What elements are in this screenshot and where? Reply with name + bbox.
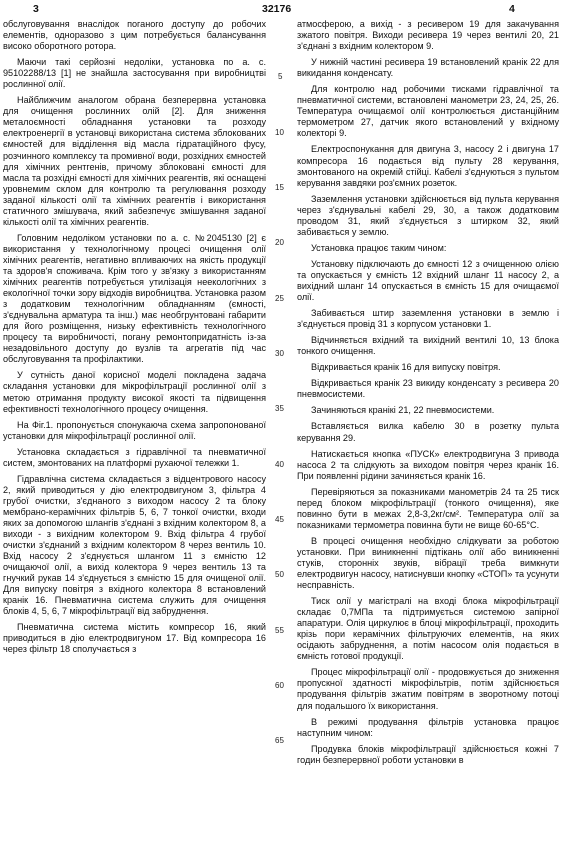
left-page-number: 3 [33,3,39,15]
line-number: 30 [275,349,284,358]
paragraph: обслуговування внаслідок поганого доступу до робочих елементів, одноразово з цим потребується балансування високо оборотного ротора. [3,19,266,52]
paragraph: Продувка блоків мікрофільтрації здійснюється кожні 7 годин безперервної роботи установки в [297,743,559,765]
patent-number: 32176 [262,3,292,15]
paragraph: Гідравлічна система складається з відцентрового насосу 2, який приводиться у дію електродвигуном 3, фільтра 4 грубої очистки, з'єднаного з виходом насосу 2 та блоку мембрано-керамічних фільтрів 5, 6, 7 тонкої очистки, входи яких за допомогою шлангів з'єднані з вхідним колектором 8, а виходи - з вихідним колектором 9. Вхід фільтра 4 грубої очистки з'єднаний з вхідним колектором 8 через вентиль 10. Вхід насосу 2 з'єднується шлангом 11 з ємністю 12 очищаючої олії, а вихід колектора 9 через вентиль 13 та гнучкий рукав 14 з'єднується з ємністю 15 для очищеної олії. Для випуску повітря з вхідного колектора 8 встановлений кранік 16. Пневматична система служить для очищення блоків 4, 5, 6, 7 мікрофільтрації від забруднення. [3,473,266,617]
line-number: 45 [275,515,284,524]
paragraph: На Фіг.1. пропонується спонукаюча схема запропонованої установки для мікрофільтрації рослинної олії. [3,419,266,441]
paragraph: Установку підключають до ємності 12 з очищенною олією та опускається у ємність 12 вхідний шланг 11 насосу 2, а вихідний шланг 14 опускається в ємність 15 для очищаємої олії. [297,258,559,303]
paragraph: Для контролю над робочими тисками гідравлічної та пневматичної системи, встановлені манометри 23, 24, 25, 26. Температура очищаємої олії контролюється дистанційним термометром 27, датчик якого встановлений у вхідному колекторі 9. [297,84,559,139]
paragraph: Відкривається кранік 23 викиду конденсату з ресивера 20 пневмосистеми. [297,378,559,400]
line-number: 5 [278,72,283,81]
paragraph: Найближчим аналогом обрана безперервна установка для очищення рослинних олій [2]. Для зниження металоємності обладнання установки та розходу електроенергії в установці використана система зблокованих ємностей для відділення від масла гідратаційного фусу, розчинного комплексу та промивної води, розхідних ємностей для хімічних рентгенів, причому зблоковані ємності для масла та розхідні ємності для хімічних реагентів, які оснащені уровнемим склом для контролю та регулювання розходу заданої кількості олії та хімічних реагентів і використання статичного змішувача, який забезпечує змішування заданої кількості олії та хімічних реагентів. [3,95,266,227]
line-number: 20 [275,238,284,247]
left-text-column [3,19,266,857]
paragraph: В режимі продування фільтрів установка працює наступним чином: [297,716,559,738]
paragraph: Відкривається кранік 16 для випуску повітря. [311,362,501,373]
paragraph: Головним недоліком установки по а. с. №2045130 [2] є використання у технологічному процесі очищення олії хімічних реагентів, негативно впливаючих на якість продукції та здоров'я споживача. Крім того у зв'язку з використанням хімічних реагентів потребується утилізація неекологічних з екологічної точки зору відходів виробництва. Установка разом з додатковим технологічним обладнанням (ємності, з'єднувальна арматура та інш.) має необгрунтовані габарити для його розміщення, низьку ефективність технологічного процесу та виробничості, погану ремонтопридатність із-за незадовільного доступу до вузлів та агрегатів під час обслуговування та профілактики. [3,232,266,365]
paragraph: В процесі очищення необхідно слідкувати за роботою установки. При виникненні підтікань олії або виникненні стуків, сторонніх звуків, вібрації треба вимкнути електродвигун насосу, натиснувши кнопку «СТОП» та усунути несправність. [297,535,559,591]
paragraph: Процес мікрофільтрації олії - продовжується до зниження пропускної здатності мікрофільтрів, потім здійснюється продування фільтрів зжатим повітрям в зворотному потоці для подальшого їх використання. [297,667,559,711]
paragraph: Зачиняються кранікі 21, 22 пневмосистеми. [311,405,495,416]
line-number: 35 [275,404,284,413]
line-number: 15 [275,183,284,192]
line-number: 65 [275,736,284,745]
paragraph: Маючи такі серйозні недоліки, установка по а. с. 95102288/13 [1] не знайшла застосування при виробництві рослинної олії. [3,57,266,90]
right-text-column [297,19,559,857]
line-number: 50 [275,570,284,579]
paragraph: Заземлення установки здійснюється від пульта керування через з'єднувальні кабелі 29, 30, а також додатковим проводом 31, який з'єднується з штирком 32, який забивається у землю. [297,193,559,237]
paragraph: Вставляється вилка кабелю 30 в розетку пульта керування 29. [297,421,559,443]
paragraph: Перевіряються за показниками манометрів 24 та 25 тиск перед блоком мікрофільтрації (тонкого очищення), яке повинно бути в межах 2,8-3,2кг/см². Температура олії за показниками термометра повинна бути не вище 60-65°С. [297,486,559,530]
page-header [0,3,563,17]
right-page-number: 4 [509,3,515,15]
line-number: 25 [275,294,284,303]
line-number: 60 [275,681,284,690]
paragraph: У сутність даної корисної моделі покладена задача складання установки для мікрофільтрації рослинної олії з метою отримання продукту високої якості та підвищення ефективності технологічного процесу очищення. [3,370,266,414]
paragraph: Відчиняється вхідний та вихідний вентилі 10, 13 блока тонкого очищення. [297,335,559,357]
paragraph: Установка складається з гідравлічної та пневматичної систем, змонтованих на платформі рухаючої тележки 1. [3,446,266,468]
line-number: 40 [275,460,284,469]
paragraph: Натискається кнопка «ПУСК» електродвигуна 3 привода насоса 2 та слідкують за виходом повітря через кранік 16. При появленні рідини зачиняється кранік 16. [297,448,559,481]
paragraph: Пневматична система містить компресор 16, який приводиться в дію електродвигуном 17. Від компресора 16 через фільтр 18 сполучається з [3,622,266,655]
line-number: 10 [275,128,284,137]
paragraph: Електроспонукання для двигуна 3, насосу 2 і двигуна 17 компресора 16 подається від пульту 28 керування, змонтованого на окремій стійці. Кабелі з'єднуються з пультом керування завдяки роз'ємних розеток. [297,144,559,188]
paragraph: У нижній частині ресивера 19 встановлений кранік 22 для викидання конденсату. [297,57,559,79]
line-number: 55 [275,626,284,635]
paragraph: атмосферою, а вихід - з ресивером 19 для закачування зжатого повітря. Виходи ресивера 19 через вентилі 20, 21 з'єднані з вхідним колектором 9. [297,19,559,52]
paragraph: Тиск олії у магістралі на вході блока мікрофільтрації складає 0,7МПа та підтримується системою запірної апаратури. Олія циркулює в блоці мікрофільтрації, проходить крізь пори керамічних фільтруючих елементів, на яких осідають забруднення, а потім насосом олія подається в ємність готової продукції. [297,596,559,662]
paragraph: Установка працює таким чином: [311,242,447,253]
paragraph: Забивається штир заземлення установки в землю і з'єднується провід 31 з корпусом установки 1. [297,308,559,330]
